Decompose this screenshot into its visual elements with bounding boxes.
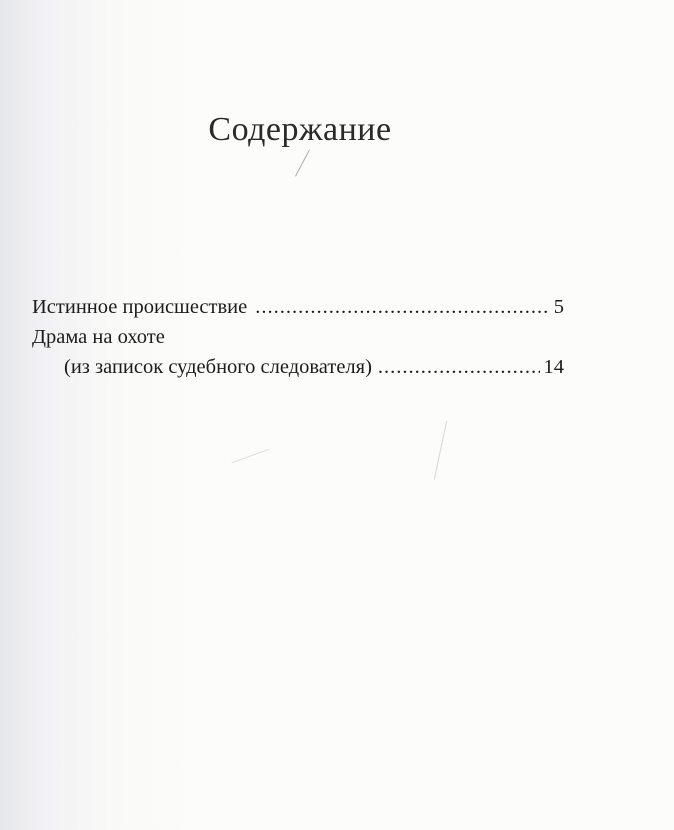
toc-entry-page-number: 14 (543, 356, 564, 378)
scan-mark (232, 449, 270, 464)
toc-entry-drama[interactable] (32, 322, 564, 352)
toc-entry-page-number: 5 (553, 296, 564, 318)
page-title (0, 111, 600, 149)
toc-entry-label: (из записок судебного следователя) (64, 356, 372, 378)
toc-entry-label: Истинное происшествие (32, 296, 248, 318)
toc-entry-istinnoe[interactable] (32, 292, 564, 322)
leader-dots (255, 292, 550, 322)
leader-dots (378, 352, 540, 382)
scan-mark (434, 421, 447, 480)
toc-entry-label: Драма на охоте (32, 326, 165, 348)
toc-entry-drama-subtitle[interactable] (32, 352, 564, 382)
page-title-text: Содержание (208, 110, 392, 148)
scan-mark (295, 150, 310, 177)
table-of-contents (32, 292, 564, 382)
